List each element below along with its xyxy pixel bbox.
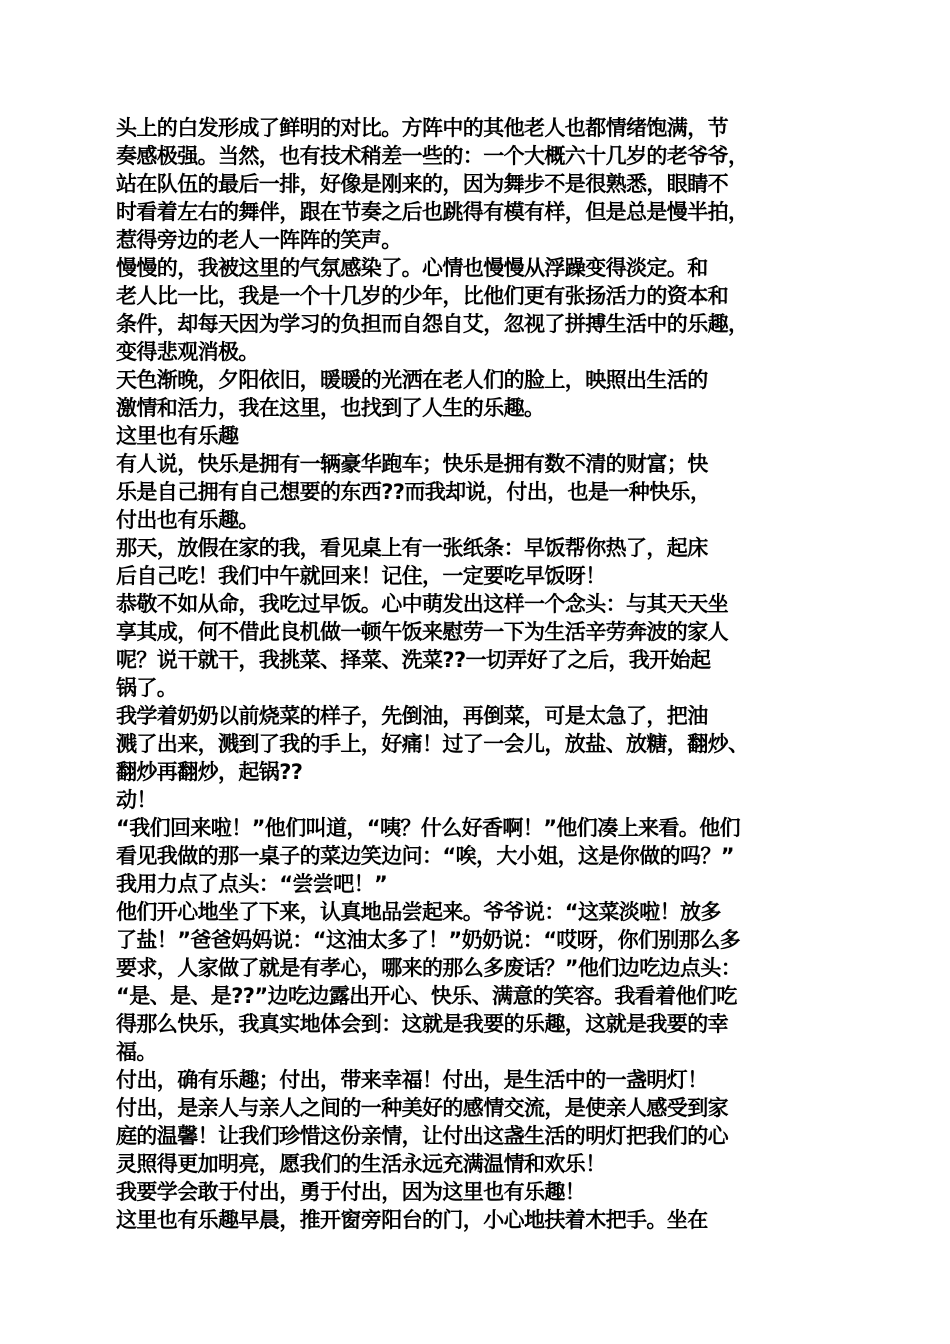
text-line: 得那么快乐，我真实地体会到：这就是我要的乐趣，这就是我要的幸 (116, 1012, 728, 1036)
text-line: 看见我做的那一桌子的菜边笑边问：“唉，大小姐，这是你做的吗？” (116, 844, 735, 868)
text-line: 站在队伍的最后一排，好像是刚来的，因为舞步不是很熟悉，眼睛不 (116, 172, 728, 196)
text-line: 我要学会敢于付出，勇于付出，因为这里也有乐趣！ (116, 1180, 586, 1204)
text-line: 溅了出来，溅到了我的手上，好痛！过了一会儿，放盐、放糖，翻炒、 (116, 732, 749, 756)
text-line: 付出，确有乐趣；付出，带来幸福！付出，是生活中的一盏明灯！ (116, 1068, 708, 1092)
text-line: 灵照得更加明亮，愿我们的生活永远充满温情和欢乐！ (116, 1152, 606, 1176)
text-line: 他们开心地坐了下来，认真地品尝起来。爷爷说：“这菜淡啦！放多 (116, 900, 721, 924)
text-line: 变得悲观消极。 (116, 340, 259, 364)
text-line: 条件，却每天因为学习的负担而自怨自艾，忽视了拼搏生活中的乐趣， (116, 312, 749, 336)
text-line: 福。 (116, 1040, 157, 1064)
text-line: 天色渐晚，夕阳依旧，暖暖的光洒在老人们的脸上，映照出生活的 (116, 368, 708, 392)
text-line: “我们回来啦！”他们叫道，“咦？什么好香啊！”他们凑上来看。他们 (116, 816, 741, 840)
text-line: 奏感极强。当然，也有技术稍差一些的：一个大概六十几岁的老爷爷， (116, 144, 749, 168)
text-line: 翻炒再翻炒，起锅?? (116, 760, 303, 784)
text-line: 乐是自己拥有自己想要的东西??而我却说，付出，也是一种快乐， (116, 480, 711, 504)
text-line: 付出也有乐趣。 (116, 508, 259, 532)
text-line: 老人比一比，我是一个十几岁的少年，比他们更有张扬活力的资本和 (116, 284, 728, 308)
text-line: 呢？说干就干，我挑菜、择菜、洗菜??一切弄好了之后，我开始起 (116, 648, 711, 672)
text-line: 享其成，何不借此良机做一顿午饭来慰劳一下为生活辛劳奔波的家人 (116, 620, 728, 644)
text-line: 惹得旁边的老人一阵阵的笑声。 (116, 228, 402, 252)
text-line: 慢慢的，我被这里的气氛感染了。心情也慢慢从浮躁变得淡定。和 (116, 256, 708, 280)
text-line: 头上的白发形成了鲜明的对比。方阵中的其他老人也都情绪饱满，节 (116, 116, 728, 140)
text-line: “是、是、是??”边吃边露出开心、快乐、满意的笑容。我看着他们吃 (116, 984, 737, 1008)
text-line: 我用力点了点头：“尝尝吧！” (116, 872, 388, 896)
text-line: 后自己吃！我们中午就回来！记住，一定要吃早饭呀！ (116, 564, 606, 588)
body-text (116, 114, 846, 1234)
text-line: 动！ (116, 788, 157, 812)
text-line: 这里也有乐趣早晨，推开窗旁阳台的门，小心地扶着木把手。坐在 (116, 1208, 708, 1232)
text-line: 庭的温馨！让我们珍惜这份亲情，让付出这盏生活的明灯把我们的心 (116, 1124, 728, 1148)
text-line: 付出，是亲人与亲人之间的一种美好的感情交流，是使亲人感受到家 (116, 1096, 728, 1120)
text-line: 那天，放假在家的我，看见桌上有一张纸条：早饭帮你热了，起床 (116, 536, 708, 560)
text-line: 激情和活力，我在这里，也找到了人生的乐趣。 (116, 396, 545, 420)
section-heading: 这里也有乐趣 (116, 424, 239, 448)
text-line: 锅了。 (116, 676, 178, 700)
text-line: 了盐！”爸爸妈妈说：“这油太多了！”奶奶说：“哎呀，你们别那么多 (116, 928, 741, 952)
text-line: 要求，人家做了就是有孝心，哪来的那么多废话？”他们边吃边点头： (116, 956, 742, 980)
text-line: 时看着左右的舞伴，跟在节奏之后也跳得有模有样，但是总是慢半拍， (116, 200, 749, 224)
text-line: 我学着奶奶以前烧菜的样子，先倒油，再倒菜，可是太急了，把油 (116, 704, 708, 728)
text-line: 恭敬不如从命，我吃过早饭。心中萌发出这样一个念头：与其天天坐 (116, 592, 728, 616)
text-line: 有人说，快乐是拥有一辆豪华跑车；快乐是拥有数不清的财富；快 (116, 452, 708, 476)
